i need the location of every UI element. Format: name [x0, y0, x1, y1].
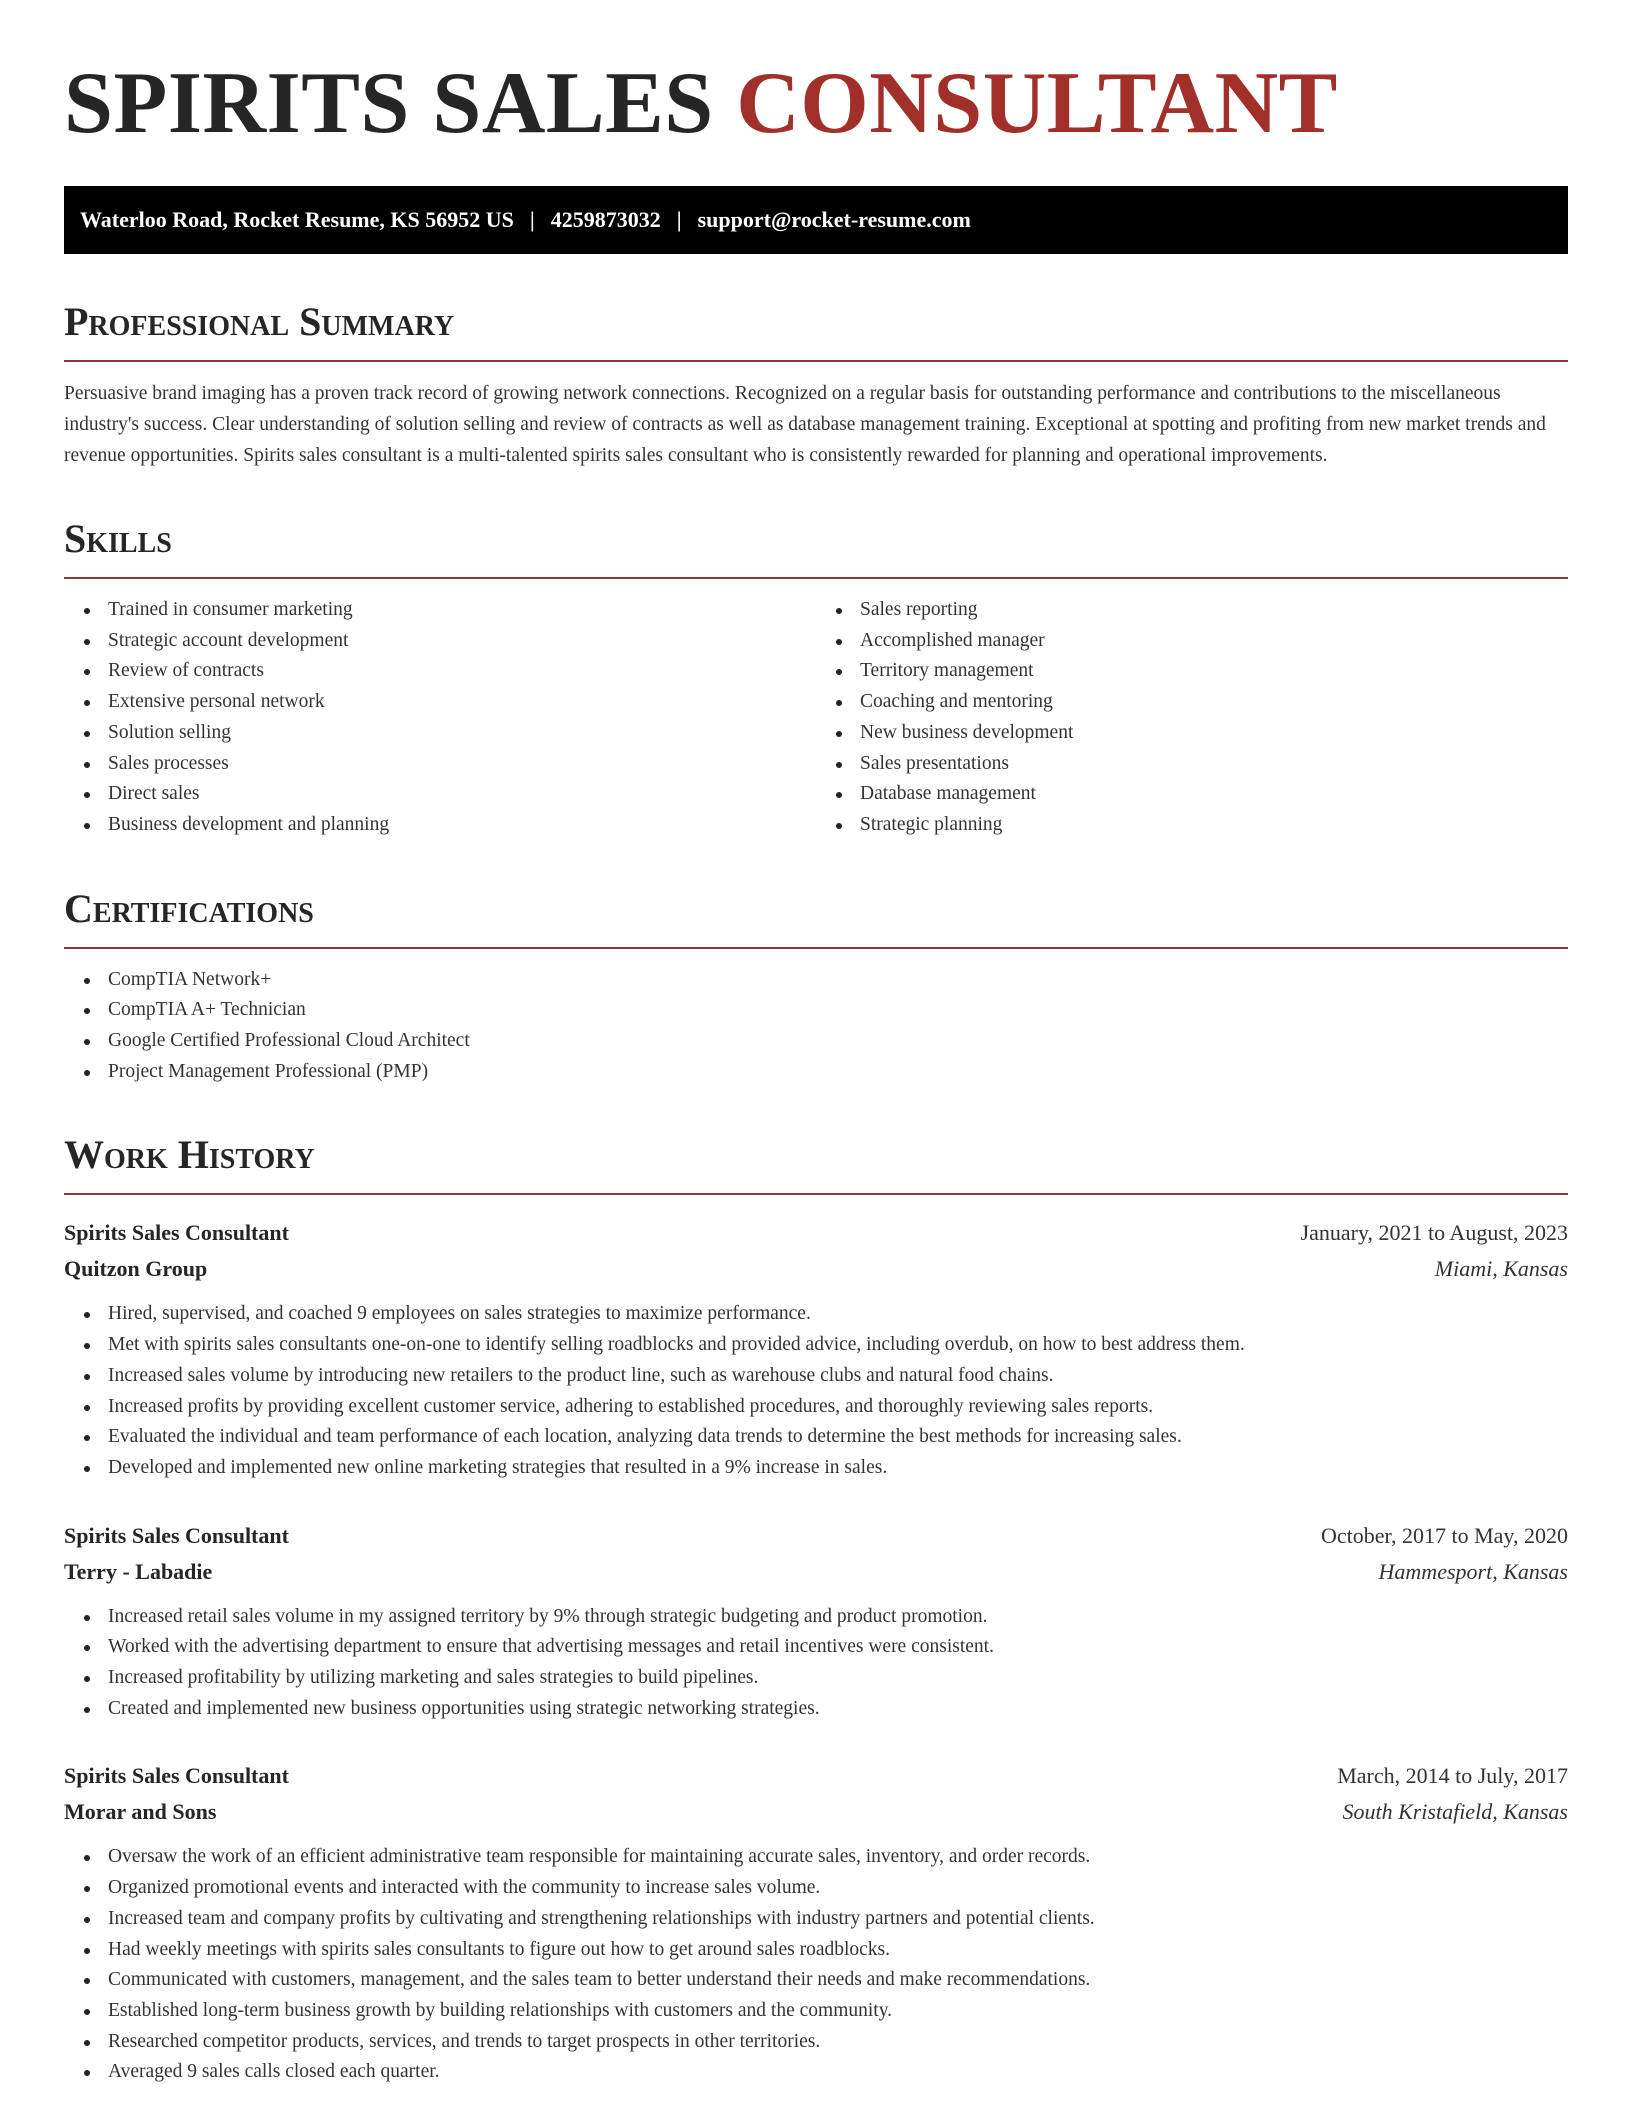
job-title: Spirits Sales Consultant [64, 1763, 289, 1789]
job-bullet: Increased retail sales volume in my assigned territory by 9% through strategic budgeting and product promotion. [108, 1602, 1568, 1633]
skill-item: Strategic account development [108, 626, 816, 657]
skills-heading: Skills [64, 515, 1568, 579]
certifications-section [64, 885, 1568, 1088]
job-bullet: Organized promotional events and interacted with the community to increase sales volume. [108, 1873, 1568, 1904]
job-company: Morar and Sons [64, 1799, 217, 1825]
skill-item: Database management [860, 779, 1568, 810]
job-title: Spirits Sales Consultant [64, 1220, 289, 1246]
resume-title [64, 56, 1568, 152]
job-entry [64, 1518, 1568, 1725]
skill-item: Strategic planning [860, 810, 1568, 841]
job-subheader-row [64, 1794, 1568, 1830]
job-header-row [64, 1518, 1568, 1554]
job-bullet: Communicated with customers, management, and the sales team to better understand their needs and make recommendations. [108, 1965, 1568, 1996]
summary-section [64, 298, 1568, 471]
job-bullet: Created and implemented new business opportunities using strategic networking strategies. [108, 1694, 1568, 1725]
job-bullets [64, 1602, 1568, 1725]
certifications-heading: Certifications [64, 885, 1568, 949]
job-entry [64, 1215, 1568, 1483]
skill-item: Accomplished manager [860, 626, 1568, 657]
certifications-list [64, 965, 1568, 1088]
job-bullets [64, 1299, 1568, 1483]
job-bullet: Averaged 9 sales calls closed each quarter. [108, 2057, 1568, 2088]
job-bullet: Increased sales volume by introducing new retailers to the product line, such as warehouse clubs and natural food chains. [108, 1361, 1568, 1392]
certification-item: Google Certified Professional Cloud Architect [108, 1026, 1568, 1057]
job-title: Spirits Sales Consultant [64, 1522, 289, 1548]
skill-item: Trained in consumer marketing [108, 595, 816, 626]
summary-heading: Professional Summary [64, 298, 1568, 362]
summary-text: Persuasive brand imaging has a proven track record of growing network connections. Recognized on a regular basis for outstanding performance and contributions to the miscellaneous industry's success. Clear understanding of solution selling and review of contracts as well as database management training. Exceptional at spotting and profiting from new market trends and revenue opportunities. Spirits sales consultant is a multi-talented spirits sales consultant who is consistently rewarded for planning and operational improvements. [64, 383, 1546, 466]
job-header-row [64, 1758, 1568, 1794]
job-bullet: Had weekly meetings with spirits sales consultants to figure out how to get around sales roadblocks. [108, 1935, 1568, 1966]
job-bullet: Established long-term business growth by building relationships with customers and the community. [108, 1996, 1568, 2027]
job-location: Hammesport, Kansas [1378, 1558, 1568, 1584]
skills-grid [64, 579, 1568, 841]
job-company: Quitzon Group [64, 1256, 208, 1282]
certification-item: Project Management Professional (PMP) [108, 1057, 1568, 1088]
title-main: SPIRITS SALES [64, 55, 714, 152]
job-company: Terry - Labadie [64, 1558, 213, 1584]
title-accent: CONSULTANT [736, 55, 1338, 152]
skill-item: Extensive personal network [108, 687, 816, 718]
skill-item: New business development [860, 718, 1568, 749]
job-dates: January, 2021 to August, 2023 [1300, 1220, 1568, 1246]
skill-item: Sales reporting [860, 595, 1568, 626]
contact-separator: | [529, 207, 535, 232]
skill-item: Direct sales [108, 779, 816, 810]
job-entry [64, 1758, 1568, 2088]
skill-item: Review of contracts [108, 656, 816, 687]
job-subheader-row [64, 1554, 1568, 1590]
skill-item: Sales processes [108, 749, 816, 780]
skill-item: Sales presentations [860, 749, 1568, 780]
job-header-row [64, 1215, 1568, 1251]
skill-item: Business development and planning [108, 810, 816, 841]
job-location: Miami, Kansas [1434, 1256, 1568, 1282]
skills-section [64, 515, 1568, 841]
contact-phone: 4259873032 [550, 207, 661, 232]
certification-item: CompTIA A+ Technician [108, 995, 1568, 1026]
job-location: South Kristafield, Kansas [1342, 1799, 1568, 1825]
job-bullet: Worked with the advertising department to ensure that advertising messages and retail incentives were consistent. [108, 1632, 1568, 1663]
contact-bar [64, 186, 1568, 254]
skills-list-right [816, 595, 1568, 841]
job-bullet: Met with spirits sales consultants one-on-one to identify selling roadblocks and provided advice, including overdub, on how to best address them. [108, 1330, 1568, 1361]
job-bullet: Researched competitor products, services, and trends to target prospects in other territories. [108, 2027, 1568, 2058]
job-bullet: Developed and implemented new online marketing strategies that resulted in a 9% increase in sales. [108, 1453, 1568, 1484]
job-dates: March, 2014 to July, 2017 [1337, 1763, 1568, 1789]
job-bullet: Evaluated the individual and team performance of each location, analyzing data trends to determine the best methods for increasing sales. [108, 1422, 1568, 1453]
job-bullet: Increased profitability by utilizing marketing and sales strategies to build pipelines. [108, 1663, 1568, 1694]
contact-email: support@rocket-resume.com [697, 207, 971, 232]
certification-item: CompTIA Network+ [108, 965, 1568, 996]
contact-address: Waterloo Road, Rocket Resume, KS 56952 US [80, 207, 514, 232]
job-bullet: Increased team and company profits by cultivating and strengthening relationships with industry partners and potential clients. [108, 1904, 1568, 1935]
skill-item: Coaching and mentoring [860, 687, 1568, 718]
job-subheader-row [64, 1251, 1568, 1287]
job-bullet: Oversaw the work of an efficient administrative team responsible for maintaining accurate sales, inventory, and order records. [108, 1842, 1568, 1873]
work-history-section [64, 1131, 1568, 2088]
skills-list-left [64, 595, 816, 841]
job-dates: October, 2017 to May, 2020 [1321, 1522, 1568, 1548]
job-bullets [64, 1842, 1568, 2088]
job-bullet: Increased profits by providing excellent customer service, adhering to established procedures, and thoroughly reviewing sales reports. [108, 1392, 1568, 1423]
work-history-heading: Work History [64, 1131, 1568, 1195]
skill-item: Solution selling [108, 718, 816, 749]
skill-item: Territory management [860, 656, 1568, 687]
job-bullet: Hired, supervised, and coached 9 employees on sales strategies to maximize performance. [108, 1299, 1568, 1330]
contact-separator: | [676, 207, 682, 232]
